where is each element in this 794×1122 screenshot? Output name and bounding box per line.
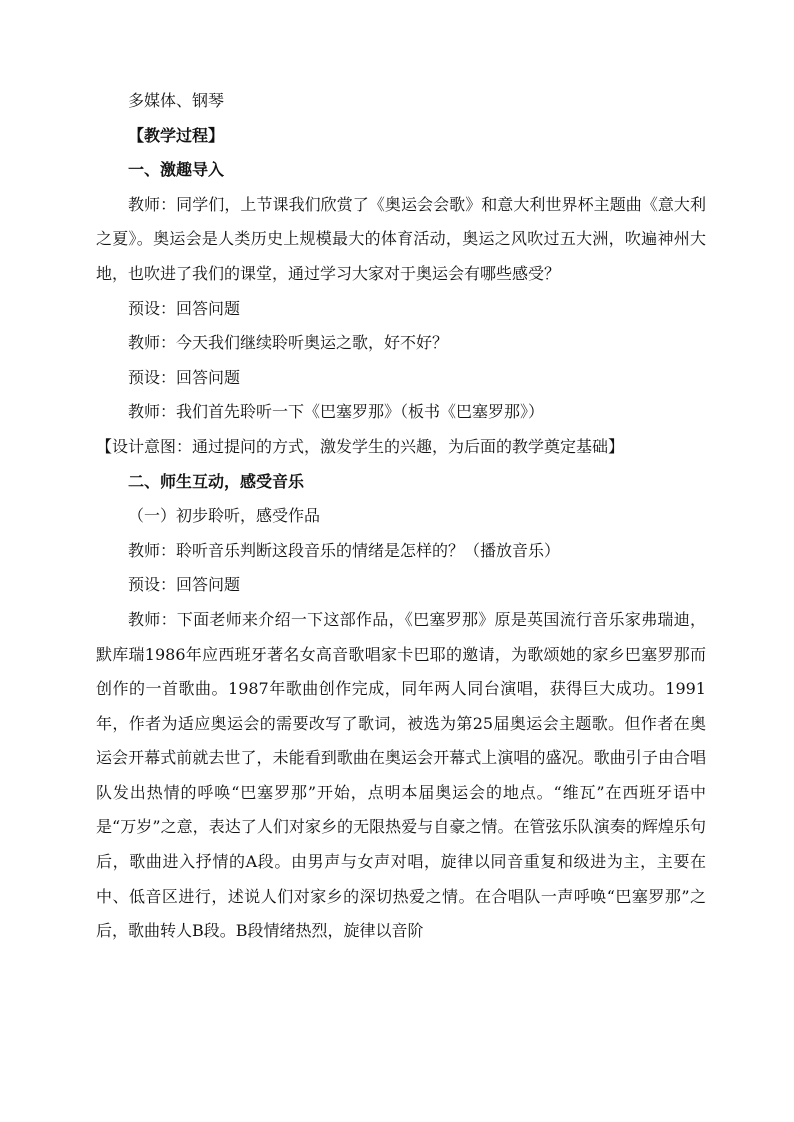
section2-teacher-1: 教师：聆听音乐判断这段音乐的情绪是怎样的？（播放音乐） xyxy=(128,540,561,560)
section2-subtitle-1: （一）初步聆听，感受作品 xyxy=(128,506,321,526)
section1-teacher-3: 教师：我们首先聆听一下《巴塞罗那》（板书《巴塞罗那》） xyxy=(128,402,545,422)
section2-preset-1: 预设：回答问题 xyxy=(128,575,241,595)
design-intent: 【设计意图：通过提问的方式，激发学生的兴趣，为后面的教学奠定基础】 xyxy=(96,436,625,456)
section1-teacher-2: 教师：今天我们继续聆听奥运之歌，好不好？ xyxy=(128,333,449,353)
section2-title: 二、师生互动，感受音乐 xyxy=(128,471,305,491)
process-heading: 【教学过程】 xyxy=(128,125,225,145)
document-body xyxy=(96,84,706,949)
section1-title: 一、激趣导入 xyxy=(128,160,225,180)
section2-teacher-2: 教师：下面老师来介绍一下这部作品，《巴塞罗那》原是英国流行音乐家弗瑞迪，默库瑞1986年应西班牙著名女高音歌唱家卡巴耶的邀请，为歌颂她的家乡巴塞罗那而创作的一首歌曲。1987年歌曲创作完成，同年两人同台演唱，获得巨大成功。1991年，作者为适应奥运会的需要改写了歌词，被选为第25届奥运会主题歌。但作者在奥运会开幕式前就去世了，未能看到歌曲在奥运会开幕式上演唱的盛况。歌曲引子由合唱队发出热情的呼唤“巴塞罗那”开始，点明本届奥运会的地点。“维瓦”在西班牙语中是“万岁”之意，表达了人们对家乡的无限热爱与自豪之情。在管弦乐队演奏的辉煌乐句后，歌曲进入抒情的A段。由男声与女声对唱，旋律以同音重复和级进为主，主要在中、低音区进行，述说人们对家乡的深切热爱之情。在合唱队一声呼唤“巴塞罗那”之后，歌曲转人B段。B段情绪热烈，旋律以音阶 xyxy=(96,609,706,941)
section1-preset-1: 预设：回答问题 xyxy=(128,298,241,318)
materials-line: 多媒体、钢琴 xyxy=(128,91,225,110)
section1-preset-2: 预设：回答问题 xyxy=(128,367,241,387)
section1-teacher-1: 教师：同学们，上节课我们欣赏了《奥运会会歌》和意大利世界杯主题曲《意大利之夏》。奥运会是人类历史上规模最大的体育活动，奥运之风吹过五大洲，吹遍神州大地，也吹进了我们的课堂，通过学习大家对于奥运会有哪些感受？ xyxy=(96,194,706,283)
